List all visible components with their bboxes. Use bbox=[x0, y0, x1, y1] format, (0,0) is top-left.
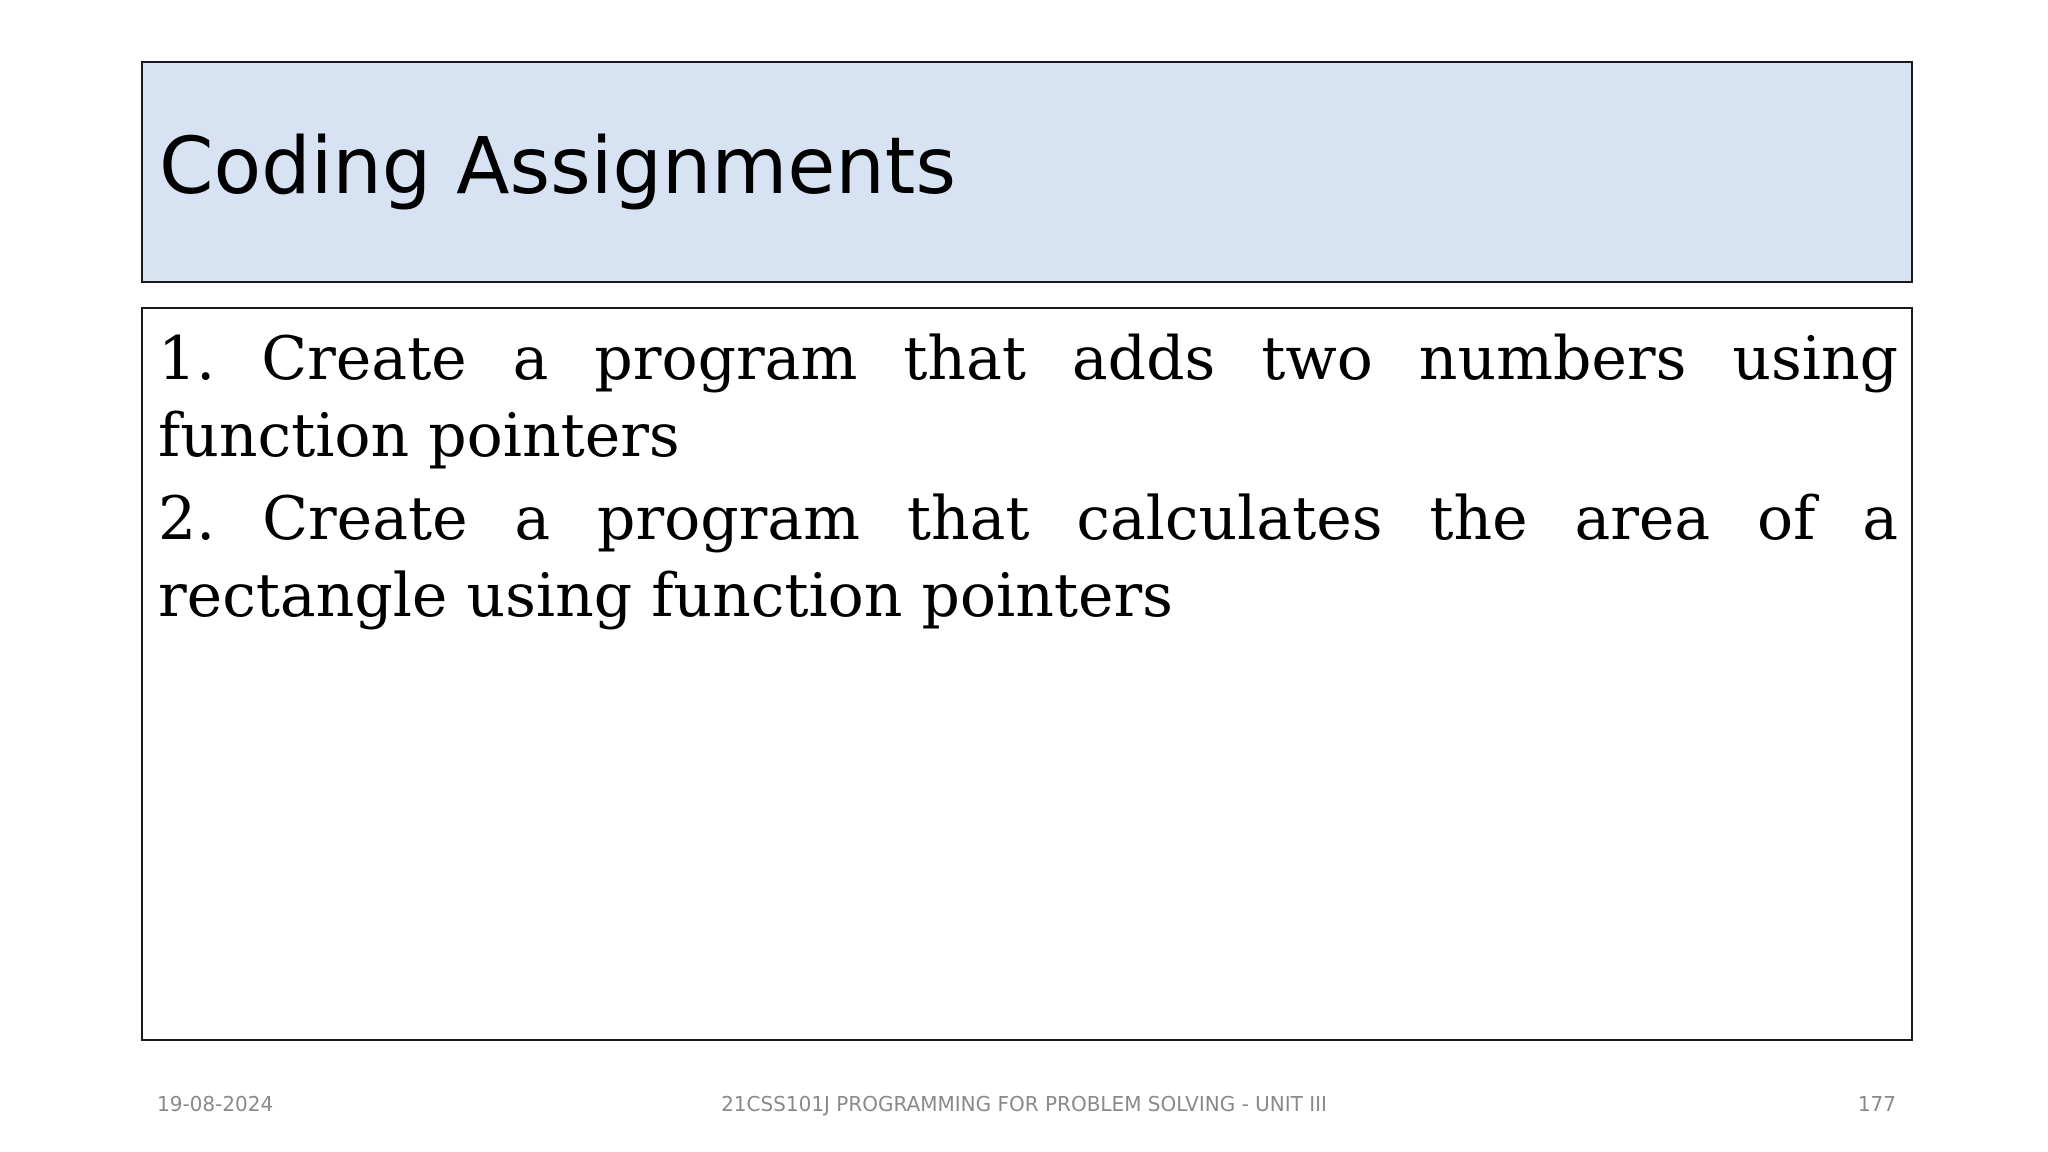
assignment-item-2: 2. Create a program that calculates the area of a rectangle using function pointers bbox=[158, 484, 1898, 631]
assignment-list bbox=[158, 321, 1898, 641]
footer-date: 19-08-2024 bbox=[157, 1092, 274, 1116]
title-box bbox=[141, 61, 1913, 283]
assignment-item-1: 1. Create a program that adds two numbers using function pointers bbox=[158, 324, 1898, 471]
footer-course-title: 21CSS101J PROGRAMMING FOR PROBLEM SOLVING - UNIT III bbox=[721, 1092, 1327, 1116]
content-box bbox=[141, 307, 1913, 1041]
slide-title: Coding Assignments bbox=[159, 122, 956, 212]
footer-page-number: 177 bbox=[1857, 1092, 1896, 1116]
